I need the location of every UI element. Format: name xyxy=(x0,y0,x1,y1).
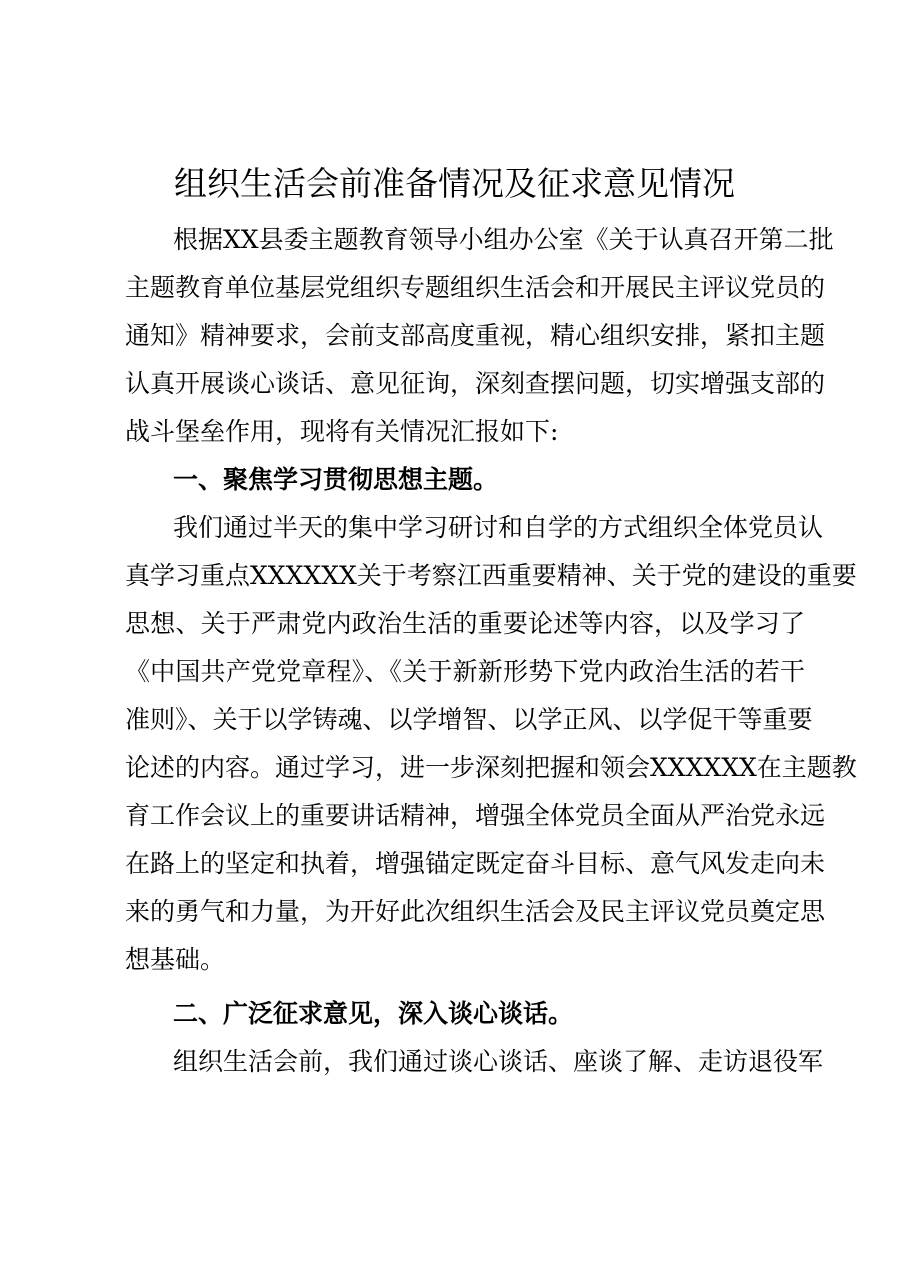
paragraph-line: 认真开展谈心谈话、意见征询，深刻查摆问题，切实增强支部的 xyxy=(125,369,826,398)
paragraph-line: 育工作会议上的重要讲话精神，增强全体党员全面从严治党永远 xyxy=(125,801,826,830)
paragraph-line: 战斗堡垒作用，现将有关情况汇报如下: xyxy=(125,417,559,446)
paragraph-line: 根据XX县委主题教育领导小组办公室《关于认真召开第二批 xyxy=(173,225,834,254)
paragraph-line: 组织生活会前，我们通过谈心谈话、座谈了解、走访退役军 xyxy=(173,1047,824,1076)
section-heading: 二、广泛征求意见，深入谈心谈话。 xyxy=(173,999,574,1028)
paragraph-line: 准则》、关于以学铸魂、以学增智、以学正风、以学促干等重要 xyxy=(125,705,813,734)
paragraph-line: 《中国共产党党章程》、《关于新新形势下党内政治生活的若干 xyxy=(125,657,805,686)
paragraph-line: 来的勇气和力量，为开好此次组织生活会及民主评议党员奠定思 xyxy=(125,897,826,926)
paragraph-line: 主题教育单位基层党组织专题组织生活会和开展民主评议党员的 xyxy=(125,273,826,302)
document-title: 组织生活会前准备情况及征求意见情况 xyxy=(174,164,735,203)
section-heading: 一、聚焦学习贯彻思想主题。 xyxy=(173,465,499,494)
paragraph-line: 我们通过半天的集中学习研讨和自学的方式组织全体党员认 xyxy=(173,513,824,542)
paragraph-line: 思想、关于严肃党内政治生活的重要论述等内容，以及学习了 xyxy=(125,609,805,638)
paragraph-line: 论述的内容。通过学习，进一步深刻把握和领会XXXXXX在主题教 xyxy=(125,753,857,782)
paragraph-line: 想基础。 xyxy=(125,945,226,974)
paragraph-line: 通知》精神要求，会前支部高度重视，精心组织安排，紧扣主题 xyxy=(125,321,826,350)
paragraph-line: 真学习重点XXXXXX关于考察江西重要精神、关于党的建设的重要 xyxy=(125,561,857,590)
paragraph-line: 在路上的坚定和执着，增强锚定既定奋斗目标、意气风发走向未 xyxy=(125,849,826,878)
